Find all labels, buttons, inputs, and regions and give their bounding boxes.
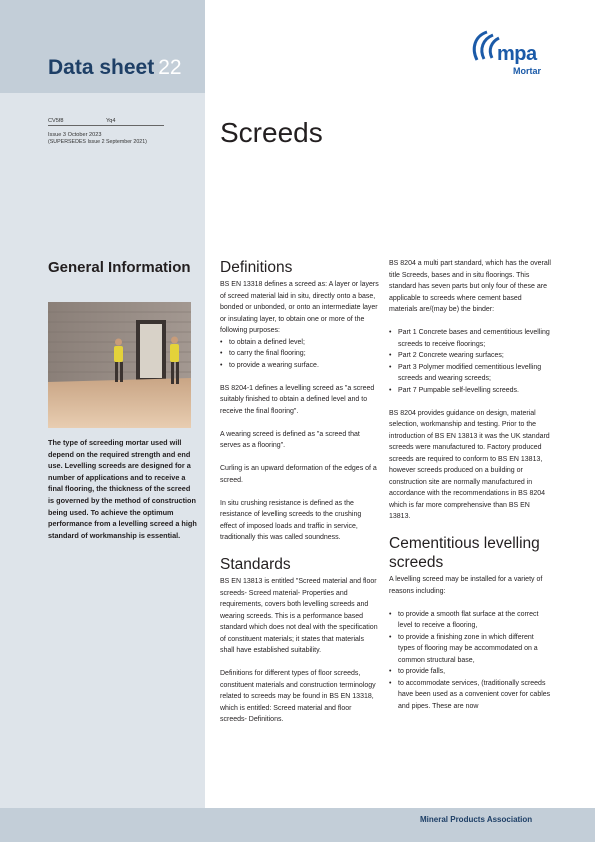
page-title: Screeds (220, 117, 323, 148)
general-information-body: The type of screeding mortar used will depend on the required strength and end use. Levelling screeds are designed for a number of applications and to receive a final flooring, the thickness of the screed is governed by the method of construction being used. To achieve the optimum performance from a levelling screed a high standard of workmanship is essential. (48, 438, 197, 540)
definitions-intro: BS EN 13318 defines a screed as: A layer or layers of screed material laid in situ, directly onto a base, bonded or unbonded, or onto an intermediate layer or insulating layer, to obtain one or more of the following purposes: (220, 281, 379, 334)
list-item: • to provide a finishing zone in which different types of flooring may be accommodated on a common structural base, (389, 632, 551, 667)
meta-code: CV5f8 (48, 118, 106, 126)
document-meta (48, 118, 164, 145)
footer-organisation: Mineral Products Association (420, 815, 533, 824)
logo-subtext: Mortar (513, 66, 542, 76)
bs8204-paragraph: BS 8204 provides guidance on design, material selection, workmanship and testing. Prior to the introduction of BS EN 13813 it was the UK standard screeds were manufactured to. Factory produced screeds are required to conform to BS EN 13813, however screeds produced on a building or construction site are normally manufactured in accordance with the recommendations in BS 8204 which is far more comprehensive than BS EN 13813. (389, 409, 550, 520)
list-item: • Part 2 Concrete wearing surfaces; (389, 350, 551, 362)
cementitious-reasons-list (389, 609, 551, 713)
meta-issue: Issue 3 October 2023 (48, 132, 102, 138)
cementitious-intro: A levelling screed may be installed for a variety of reasons including: (389, 576, 543, 595)
standards-heading: Standards (220, 556, 291, 573)
meta-ref: Yq4 (106, 118, 164, 126)
data-sheet-number: 22 (158, 56, 182, 79)
bs8204-intro: BS 8204 a multi part standard, which has the overall title Screeds, bases and in situ floorings. This standard has seven parts but only four of these are applicable to screeds where cement based materials are/(may be) the binder: (389, 260, 551, 313)
list-item: • to provide a wearing surface. (220, 360, 380, 372)
definitions-heading: Definitions (220, 259, 293, 276)
standards-paragraph: Definitions for different types of floor screeds, constituent materials and construction terminology related to screeds may be found in BS EN 13318, which is entitled: Screed material and floor screeds- Definitions. (220, 670, 376, 723)
column-left (220, 258, 380, 737)
list-item: • Part 7 Pumpable self-levelling screeds. (389, 385, 551, 397)
definitions-paragraph: A wearing screed is defined as "a screed that serves as a flooring". (220, 430, 360, 449)
definitions-paragraph: Curling is an upward deformation of the edges of a screed. (220, 465, 377, 484)
meta-supersedes: (SUPERSEDES Issue 2 September 2021) (48, 139, 147, 145)
list-item: • to accommodate services, (traditionally screeds have been used as a convenient cover for cables and pipes. These are now (389, 678, 551, 713)
definitions-paragraph: In situ crushing resistance is defined as the resistance of levelling screeds to the crushing effect of imposed loads and traffic in service, traditionally this was called soundness. (220, 499, 362, 541)
footer-band (0, 808, 595, 842)
logo-text: mpa (497, 43, 537, 65)
screed-site-photo (48, 302, 191, 428)
general-information-heading: General Information (48, 259, 191, 276)
list-item: • to provide falls, (389, 666, 551, 678)
bs8204-parts-list (389, 327, 551, 396)
standards-paragraph: BS EN 13813 is entitled "Screed material and floor screeds- Screed material- Properties and requirements, covers both levelling screeds and wearing screeds. This is a performance based standard which does not deal with the specification of constituent materials; it states that materials shall have established suitability. (220, 578, 378, 654)
list-item: • Part 3 Polymer modified cementitious levelling screeds and wearing screeds; (389, 362, 551, 385)
definitions-purposes-list (220, 337, 380, 372)
column-right (389, 258, 551, 724)
list-item: • to provide a smooth flat surface at the correct level to receive a flooring, (389, 609, 551, 632)
cementitious-heading: Cementitious levelling screeds (389, 535, 540, 571)
data-sheet-label: Data sheet 22 (48, 56, 182, 79)
list-item: • to obtain a defined level; (220, 337, 380, 349)
list-item: • to carry the final flooring; (220, 348, 380, 360)
list-item: • Part 1 Concrete bases and cementitious levelling screeds to receive floorings; (389, 327, 551, 350)
definitions-paragraph: BS 8204-1 defines a levelling screed as "a screed suitably finished to obtain a defined level and to receive the final flooring". (220, 384, 375, 415)
